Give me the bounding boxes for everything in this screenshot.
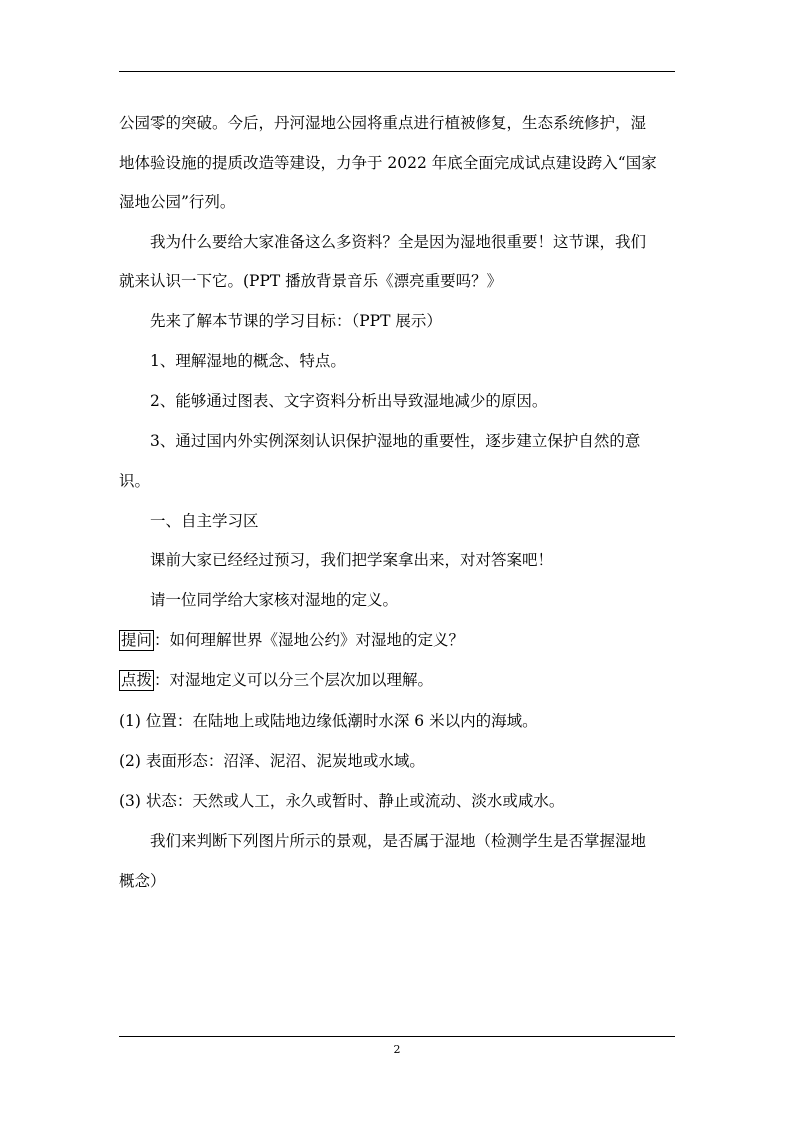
paragraph-line: 我们来判断下列图片所示的景观，是否属于湿地（检测学生是否掌握湿地 <box>150 832 647 850</box>
paragraph-line: 先来了解本节课的学习目标：（PPT 展示） <box>150 312 442 330</box>
question-text: ：如何理解世界《湿地公约》对湿地的定义？ <box>154 631 465 649</box>
tip-line <box>119 670 679 691</box>
paragraph-line: 课前大家已经经过预习，我们把学案拿出来，对对答案吧！ <box>150 551 554 569</box>
question-label: 提问 <box>121 631 153 649</box>
paragraph-line: 我为什么要给大家准备这么多资料？全是因为湿地很重要！这节课，我们 <box>150 233 647 251</box>
paragraph-line: 就来认识一下它。(PPT 播放背景音乐《漂亮重要吗？》 <box>119 272 503 290</box>
objective-item: 3、通过国内外实例深刻认识保护湿地的重要性，逐步建立保护自然的意 <box>150 432 641 450</box>
paragraph-line: 公园零的突破。今后，丹河湿地公园将重点进行植被修复，生态系统修护，湿 <box>119 114 647 132</box>
footer-rule <box>119 1036 675 1037</box>
header-rule <box>119 71 675 72</box>
objective-item: 2、能够通过图表、文字资料分析出导致湿地减少的原因。 <box>150 392 548 410</box>
tip-label: 点拨 <box>121 671 153 689</box>
paragraph-line: 地体验设施的提质改造等建设，力争于 2022 年底全面完成试点建设跨入“国家 <box>119 154 657 172</box>
tip-text: ：对湿地定义可以分三个层次加以理解。 <box>154 671 434 689</box>
paragraph-line: 请一位同学给大家核对湿地的定义。 <box>150 591 399 609</box>
section-heading: 一、自主学习区 <box>150 512 259 530</box>
paragraph-line: 识。 <box>119 472 151 490</box>
definition-point: (2) 表面形态：沼泽、泥沼、泥炭地或水域。 <box>119 752 425 770</box>
question-line <box>119 630 679 651</box>
paragraph-line: 概念） <box>119 872 166 890</box>
paragraph-line: 湿地公园”行列。 <box>119 193 236 211</box>
definition-point: (3) 状态：天然或人工，永久或暂时、静止或流动、淡水或咸水。 <box>119 792 565 810</box>
page-number: 2 <box>393 1043 401 1056</box>
objective-item: 1、理解湿地的概念、特点。 <box>150 352 346 370</box>
definition-point: (1) 位置：在陆地上或陆地边缘低潮时水深 6 米以内的海域。 <box>119 712 538 730</box>
